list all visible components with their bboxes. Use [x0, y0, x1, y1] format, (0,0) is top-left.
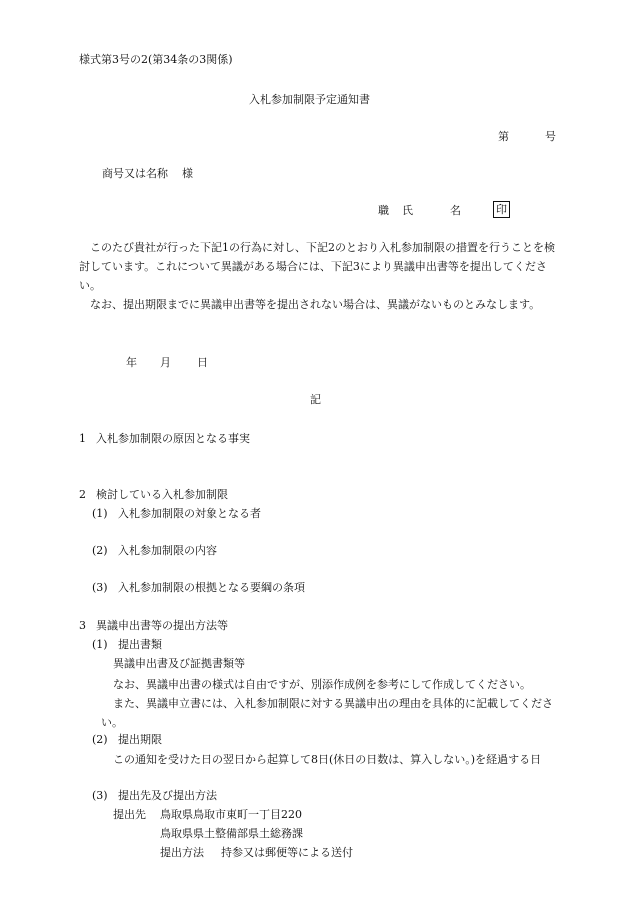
method-value: 持参又は郵便等による送付	[221, 846, 353, 859]
form-label: 様式第3号の2(第34条の3関係)	[79, 53, 233, 66]
section-2-item-1-text: 入札参加制限の対象となる者	[118, 507, 261, 520]
date-year: 年	[126, 356, 137, 369]
addressee-honorific: 様	[182, 167, 193, 180]
section-2-item-3-text: 入札参加制限の根拠となる要綱の条項	[118, 581, 305, 594]
section-3-item-1-line-1: 異議申出書及び証拠書類等	[113, 657, 245, 670]
section-3-num: 3	[79, 619, 86, 632]
date-month: 月	[160, 356, 171, 369]
section-3-item-1-line-3: また、異議申立書には、入札参加制限に対する異議申出の理由を具体的に記載してください。	[101, 697, 553, 729]
document-title: 入札参加制限予定通知書	[249, 93, 370, 106]
sender-shi: 氏	[402, 204, 413, 217]
section-1-title: 入札参加制限の原因となる事実	[96, 432, 250, 445]
section-3-item-2-num: (2)	[92, 733, 108, 746]
section-3-item-2-text: この通知を受けた日の翌日から起算して8日(休日の日数は、算入しない。)を経過する日	[113, 753, 542, 766]
section-1-num: 1	[79, 432, 86, 445]
number-go: 号	[545, 130, 556, 143]
section-3-item-3-num: (3)	[92, 789, 108, 802]
sender-shoku: 職	[378, 204, 389, 217]
addressee-name: 商号又は名称	[102, 167, 168, 180]
section-2-num: 2	[79, 488, 86, 501]
section-2-item-1-num: (1)	[92, 507, 108, 520]
number-dai: 第	[498, 130, 509, 143]
destination-label: 提出先	[113, 808, 146, 821]
section-3-item-2-title: 提出期限	[118, 733, 162, 746]
section-3-item-1-num: (1)	[92, 638, 108, 651]
section-3-item-1-line-2: なお、異議申出書の様式は自由ですが、別添作成例を参考にして作成してください。	[113, 678, 531, 691]
destination-office: 鳥取県県土整備部県土総務課	[160, 827, 303, 840]
section-3-item-1-title: 提出書類	[118, 638, 162, 651]
intro-paragraph-1: このたび貴社が行った下記1の行為に対し、下記2のとおり入札参加制限の措置を行うことを検討しています。これについて異議がある場合には、下記3により異議申出書等を提出してください。	[79, 241, 555, 292]
intro-paragraph-2: なお、提出期限までに異議申出書等を提出されない場合は、異議がないものとみなします。	[90, 298, 541, 311]
destination-address: 鳥取県鳥取市東町一丁目220	[160, 808, 302, 821]
seal-stamp: 印	[493, 201, 510, 218]
date-day: 日	[197, 356, 208, 369]
section-2-item-2-num: (2)	[92, 544, 108, 557]
section-2-item-2-text: 入札参加制限の内容	[118, 544, 217, 557]
section-3-item-3-title: 提出先及び提出方法	[118, 789, 217, 802]
sender-mei: 名	[450, 204, 461, 217]
ki-heading: 記	[310, 393, 321, 406]
section-2-title: 検討している入札参加制限	[96, 488, 228, 501]
method-label: 提出方法	[160, 846, 204, 859]
section-3-title: 異議申出書等の提出方法等	[96, 619, 228, 632]
section-2-item-3-num: (3)	[92, 581, 108, 594]
